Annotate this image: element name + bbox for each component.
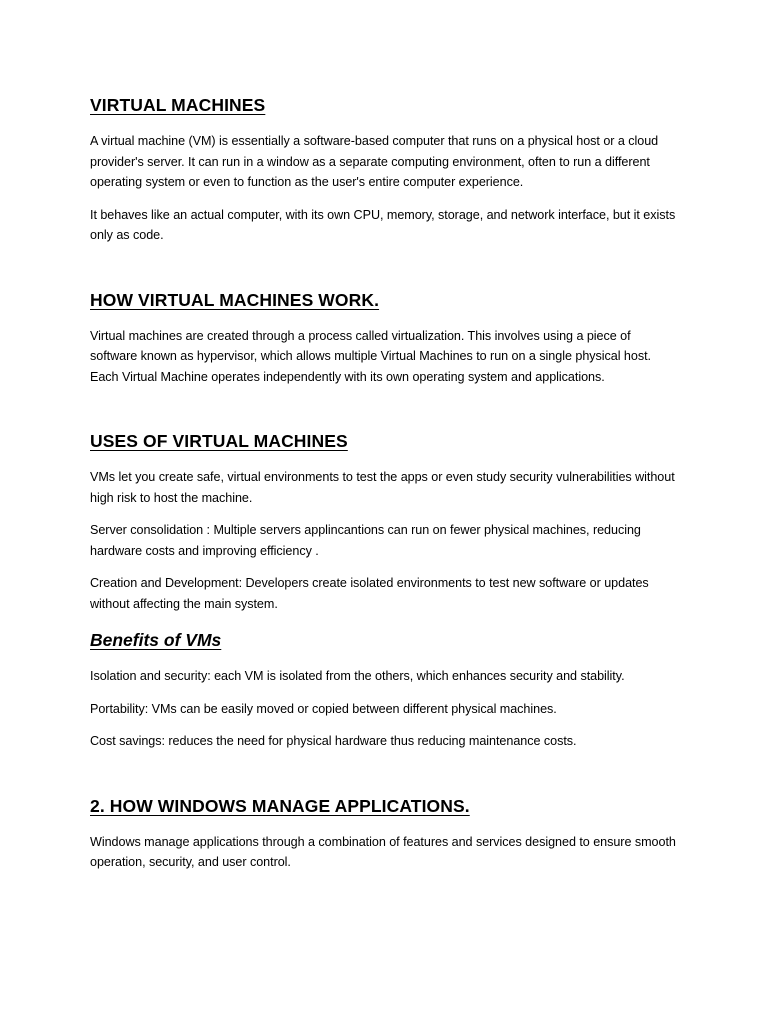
paragraph-benefit-isolation: Isolation and security: each VM is isolated from the others, which enhances security and stability. [90,669,625,683]
document-body [90,92,680,873]
paragraph-virtualization: Virtual machines are created through a process called virtualization. This involves using a piece of software known as hypervisor, which allows multiple Virtual Machines to run on a single physical host. Each Virtual Machine operates independently with its own operating system and applications. [90,328,651,384]
section-heading-how-vms-work: HOW VIRTUAL MACHINES WORK. [90,289,380,310]
paragraph-uses-server-consolidation: Server consolidation : Multiple servers applincantions can run on fewer physical machines, reducing hardware costs and improving efficiency . [90,523,641,558]
paragraph-uses-development: Creation and Development: Developers create isolated environments to test new software or updates without affecting the main system. [90,576,649,611]
paragraph-windows-management: Windows manage applications through a combination of features and services designed to ensure smooth operation, security, and user control. [90,834,676,869]
paragraph-benefit-cost-savings: Cost savings: reduces the need for physical hardware thus reducing maintenance costs. [90,734,577,748]
paragraph-benefit-portability: Portability: VMs can be easily moved or copied between different physical machines. [90,701,557,716]
section-heading-virtual-machines: VIRTUAL MACHINES [90,95,266,115]
paragraph-vm-definition: A virtual machine (VM) is essentially a software-based computer that runs on a physical host or a cloud provider's server. It can run in a window as a separate computing environment, often to run a different operating system or even to function as the user's entire computer experience. [90,134,659,189]
section-heading-windows-manage-apps: 2. HOW WINDOWS MANAGE APPLICATIONS. [90,795,470,816]
paragraph-uses-testing: VMs let you create safe, virtual environments to test the apps or even study security vulnerabilities without high risk to host the machine. [90,470,675,505]
subheading-benefits-of-vms: Benefits of VMs [90,630,222,650]
section-heading-uses-of-vms: USES OF VIRTUAL MACHINES [90,431,348,451]
paragraph-vm-behavior: It behaves like an actual computer, with its own CPU, memory, storage, and network interface, but it exists only as code. [90,207,676,242]
